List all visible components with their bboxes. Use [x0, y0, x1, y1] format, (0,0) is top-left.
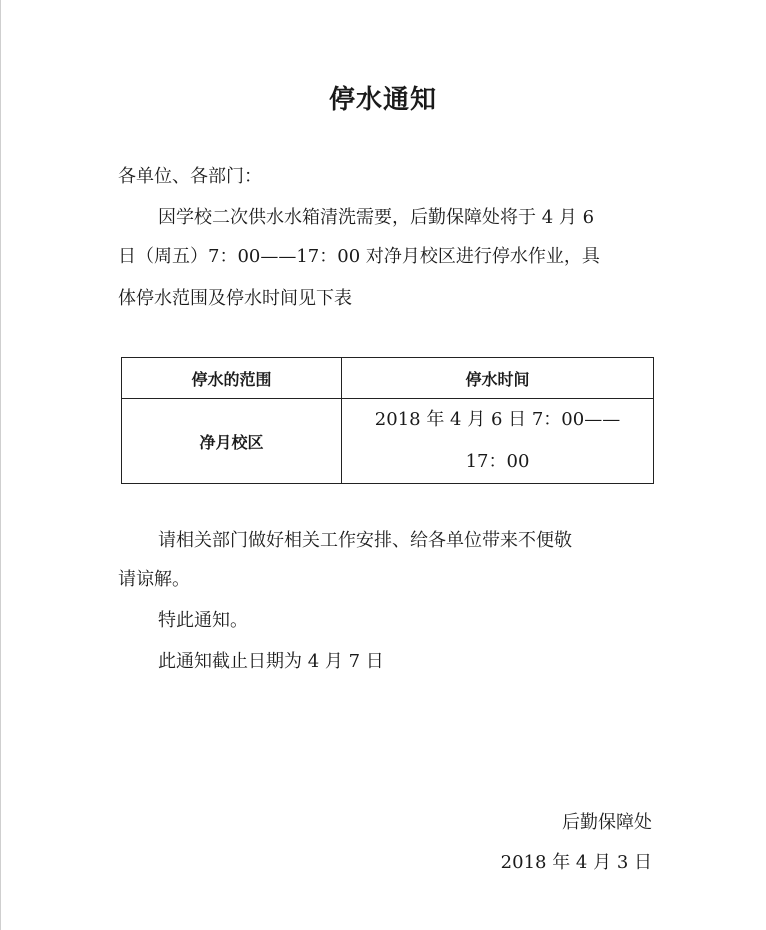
page-title: 停水通知 — [328, 85, 437, 115]
page-edge — [0, 0, 1, 930]
table-header-row — [122, 358, 654, 399]
cell-time-line-2: 17：00 — [465, 451, 530, 472]
deadline-text: 此通知截止日期为 4 月 7 日 — [158, 651, 384, 672]
water-stop-table — [121, 357, 654, 484]
signature-date: 2018 年 4 月 3 日 — [500, 852, 652, 873]
header-scope: 停水的范围 — [122, 358, 342, 399]
closing-line-2: 请谅解。 — [118, 569, 190, 590]
body-line-2: 日（周五）7：00——17：00 对净月校区进行停水作业，具 — [118, 246, 600, 267]
table-row — [122, 399, 654, 484]
salutation: 各单位、各部门： — [118, 166, 262, 187]
body-line-3: 体停水范围及停水时间见下表 — [118, 288, 352, 309]
special-notice: 特此通知。 — [158, 610, 248, 631]
body-line-1: 因学校二次供水水箱清洗需要，后勤保障处将于 4 月 6 — [158, 207, 595, 228]
cell-time-line-1: 2018 年 4 月 6 日 7：00—— — [374, 409, 621, 430]
cell-area: 净月校区 — [122, 399, 342, 484]
closing-line-1: 请相关部门做好相关工作安排、给各单位带来不便敬 — [158, 530, 572, 551]
cell-time — [342, 399, 654, 484]
signature-department: 后勤保障处 — [562, 812, 652, 833]
header-time: 停水时间 — [342, 358, 654, 399]
